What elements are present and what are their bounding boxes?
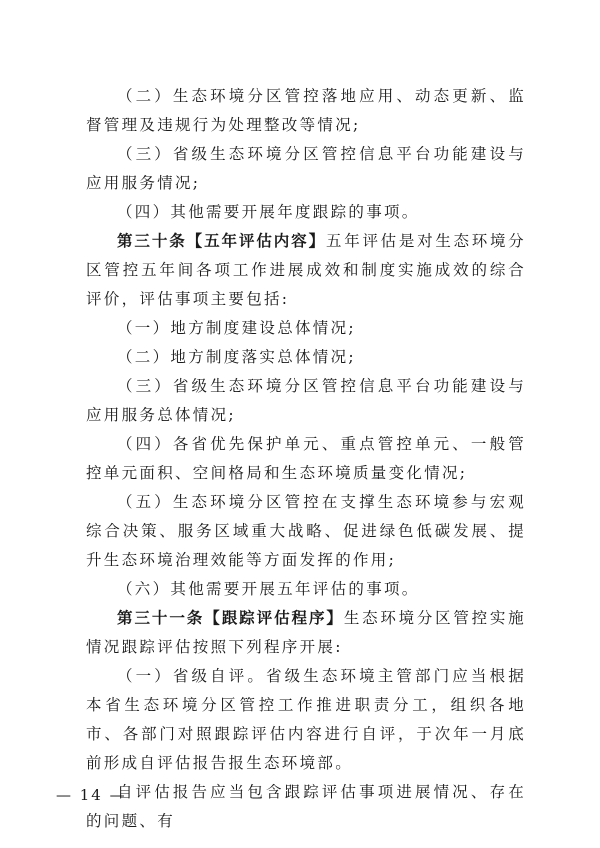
article-title: 【跟踪评估程序】 xyxy=(204,609,344,627)
paragraph-text: （三）省级生态环境分区管控信息平台功能建设与应用服务总体情况; xyxy=(86,377,526,424)
paragraph xyxy=(86,430,526,488)
paragraph-text: （四）各省优先保护单元、重点管控单元、一般管控单元面积、空间格局和生态环境质量变化情况; xyxy=(86,435,526,482)
page-number: — 14 — xyxy=(56,786,127,804)
article-paragraph xyxy=(86,604,526,662)
paragraph xyxy=(86,778,526,836)
paragraph xyxy=(86,488,526,575)
paragraph xyxy=(86,575,526,604)
paragraph-text: （一）地方制度建设总体情况; xyxy=(117,319,356,337)
paragraph-text: （一）省级自评。省级生态环境主管部门应当根据本省生态环境分区管控工作推进职责分工，组织各地市、各部门对照跟踪评估内容进行自评，于次年一月底前形成自评估报告报生态环境部。 xyxy=(86,667,526,772)
paragraph-text: （四）其他需要开展年度跟踪的事项。 xyxy=(117,203,420,221)
paragraph-text: （二）地方制度落实总体情况; xyxy=(117,348,356,366)
article-number: 第三十条 xyxy=(117,232,187,250)
paragraph-text: （六）其他需要开展五年评估的事项。 xyxy=(117,580,420,598)
paragraph xyxy=(86,343,526,372)
paragraph xyxy=(86,662,526,778)
paragraph xyxy=(86,140,526,198)
paragraph xyxy=(86,314,526,343)
paragraph-text: （五）生态环境分区管控在支撑生态环境参与宏观综合决策、服务区域重大战略、促进绿色低碳发展、提升生态环境治理效能等方面发挥的作用; xyxy=(86,493,526,569)
paragraph-text: 生态环境分区管控实施情况跟踪评估按照下列程序开展: xyxy=(86,609,526,656)
paragraph-text: 五年评估是对生态环境分区管控五年间各项工作进展成效和制度实施成效的综合评价，评估事项主要包括: xyxy=(86,232,526,308)
paragraph xyxy=(86,198,526,227)
paragraph-text: （三）省级生态环境分区管控信息平台功能建设与应用服务情况; xyxy=(86,145,526,192)
article-title: 【五年评估内容】 xyxy=(186,232,327,250)
article-number: 第三十一条 xyxy=(117,609,205,627)
paragraph-text: （二）生态环境分区管控落地应用、动态更新、监督管理及违规行为处理整改等情况; xyxy=(86,87,526,134)
paragraph-text: 自评估报告应当包含跟踪评估事项进展情况、存在的问题、有 xyxy=(86,783,526,830)
paragraph xyxy=(86,372,526,430)
article-paragraph xyxy=(86,227,526,314)
document-body xyxy=(86,82,526,836)
paragraph xyxy=(86,82,526,140)
